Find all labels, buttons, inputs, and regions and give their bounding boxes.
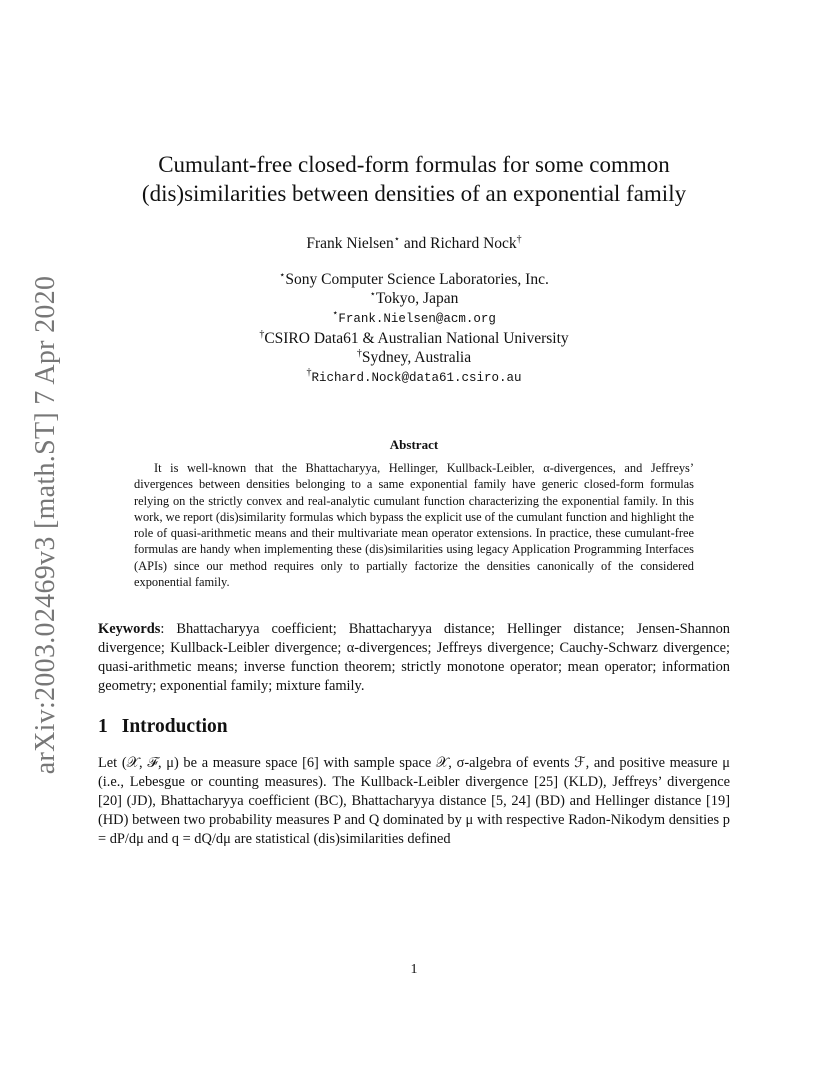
affiliation-line: †Sydney, Australia — [356, 347, 472, 366]
abstract-text: It is well-known that the Bhattacharyya, Hellinger, Kullback-Leibler, α-divergences, and Jeffreys’ divergences between densities belonging to a same exponential family have generic closed-form formulas relying on the strictly convex and real-analytic cumulant function characterizing the exponential family. In this work, we report (dis)similarity formulas which bypass the explicit use of the cumulant function and highlight the role of quasi-arithmetic means and their multivariate mean operator extensions. In practice, these cumulant-free formulas are handy when implementing these (dis)similarities using legacy Application Programming Interfaces (APIs) since our method requires only to partially factorize the densities canonically of the considered exponential family. — [134, 461, 694, 590]
author-name: Frank Nielsen — [306, 235, 394, 252]
author-email: ⋆Frank.Nielsen@acm.org — [332, 307, 496, 326]
title-line-1: Cumulant-free closed-form formulas for some common — [158, 152, 670, 177]
section-heading — [98, 716, 228, 738]
affiliation-line: ⋆Sony Computer Science Laboratories, Inc. — [279, 269, 549, 288]
abstract-heading: Abstract — [389, 437, 439, 452]
author-mark: ⋆ — [393, 233, 400, 245]
author-mark: † — [516, 233, 522, 245]
arxiv-sidebar-stamp — [26, 275, 66, 775]
introduction-paragraph: Let (𝒳, ℱ, μ) be a measure space [6] with sample space 𝒳, σ-algebra of events ℱ, and positive measure μ (i.e., Lebesgue or counting measures). The Kullback-Leibler divergence [25] (KLD), Jeffreys’ divergence [20] (JD), Bhattacharyya coefficient (BC), Bhattacharyya distance [5, 24] (BD) and Hellinger distance [19] (HD) between two probability measures P and Q dominated by μ with respective Radon-Nikodym densities p = dP/dμ and q = dQ/dμ are statistical (dis)similarities defined — [98, 755, 730, 847]
author-email: †Richard.Nock@data61.csiro.au — [306, 366, 522, 385]
section-number: 1 — [98, 716, 108, 737]
title-line-2: (dis)similarities between densities of an exponential family — [141, 181, 687, 206]
author-name: Richard Nock — [430, 235, 517, 252]
affiliations — [98, 270, 730, 388]
section-title: Introduction — [121, 716, 228, 737]
keywords-paragraph — [98, 620, 730, 696]
keywords-label: Keywords — [98, 621, 161, 637]
affiliation-line: †CSIRO Data61 & Australian National University — [259, 328, 569, 347]
page-number: 1 — [410, 962, 418, 977]
author-conjunction: and — [400, 235, 431, 252]
arxiv-identifier: arXiv:2003.02469v3 [math.ST] 7 Apr 2020 — [30, 275, 61, 775]
author-list — [98, 235, 730, 253]
affiliation-line: ⋆Tokyo, Japan — [369, 288, 459, 307]
keywords-text: : Bhattacharyya coefficient; Bhattacharyya distance; Hellinger distance; Jensen-Shannon divergence; Kullback-Leibler divergence; α-divergences; Jeffreys divergence; Cauchy-Schwarz divergence; quasi-arithmetic means; inverse function theorem; strictly monotone operator; mean operator; information geometry; exponential family; mixture family. — [98, 621, 730, 694]
paper-title — [98, 150, 730, 208]
